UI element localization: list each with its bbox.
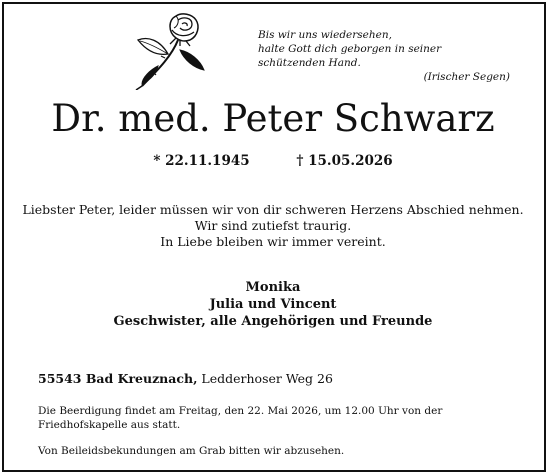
funeral-notice: Die Beerdigung findet am Freitag, den 22. Mai 2026, um 12.00 Uhr von der Friedhofskapelle aus statt.: [38, 405, 443, 431]
mourner-line: Julia und Vincent: [209, 297, 337, 312]
mourner-line: Monika: [245, 280, 301, 295]
address-street: Ledderhoser Weg 26: [201, 371, 333, 386]
message-line: Wir sind zutiefst traurig.: [194, 218, 352, 233]
birth-date: * 22.11.1945: [153, 153, 250, 169]
farewell-message: [0, 202, 546, 250]
address-city: 55543 Bad Kreuznach,: [38, 371, 198, 386]
message-line: Liebster Peter, leider müssen wir von dir schweren Herzens Abschied nehmen.: [22, 202, 524, 217]
condolence-notice: Von Beileidsbekundungen am Grab bitten wir abzusehen.: [38, 445, 345, 457]
deceased-name: Dr. med. Peter Schwarz: [51, 97, 495, 140]
death-date: † 15.05.2026: [296, 153, 393, 169]
verse-source: (Irischer Segen): [423, 71, 510, 83]
address: [38, 371, 333, 386]
mourner-line: Geschwister, alle Angehörigen und Freunde: [113, 314, 433, 329]
verse: [258, 28, 510, 84]
rose-icon: [120, 10, 215, 90]
verse-line: Bis wir uns wiedersehen,: [258, 29, 392, 41]
life-dates: [0, 153, 546, 169]
message-line: In Liebe bleiben wir immer vereint.: [160, 234, 386, 249]
mourners: [0, 279, 546, 330]
verse-line: halte Gott dich geborgen in seiner schützenden Hand.: [258, 43, 442, 69]
